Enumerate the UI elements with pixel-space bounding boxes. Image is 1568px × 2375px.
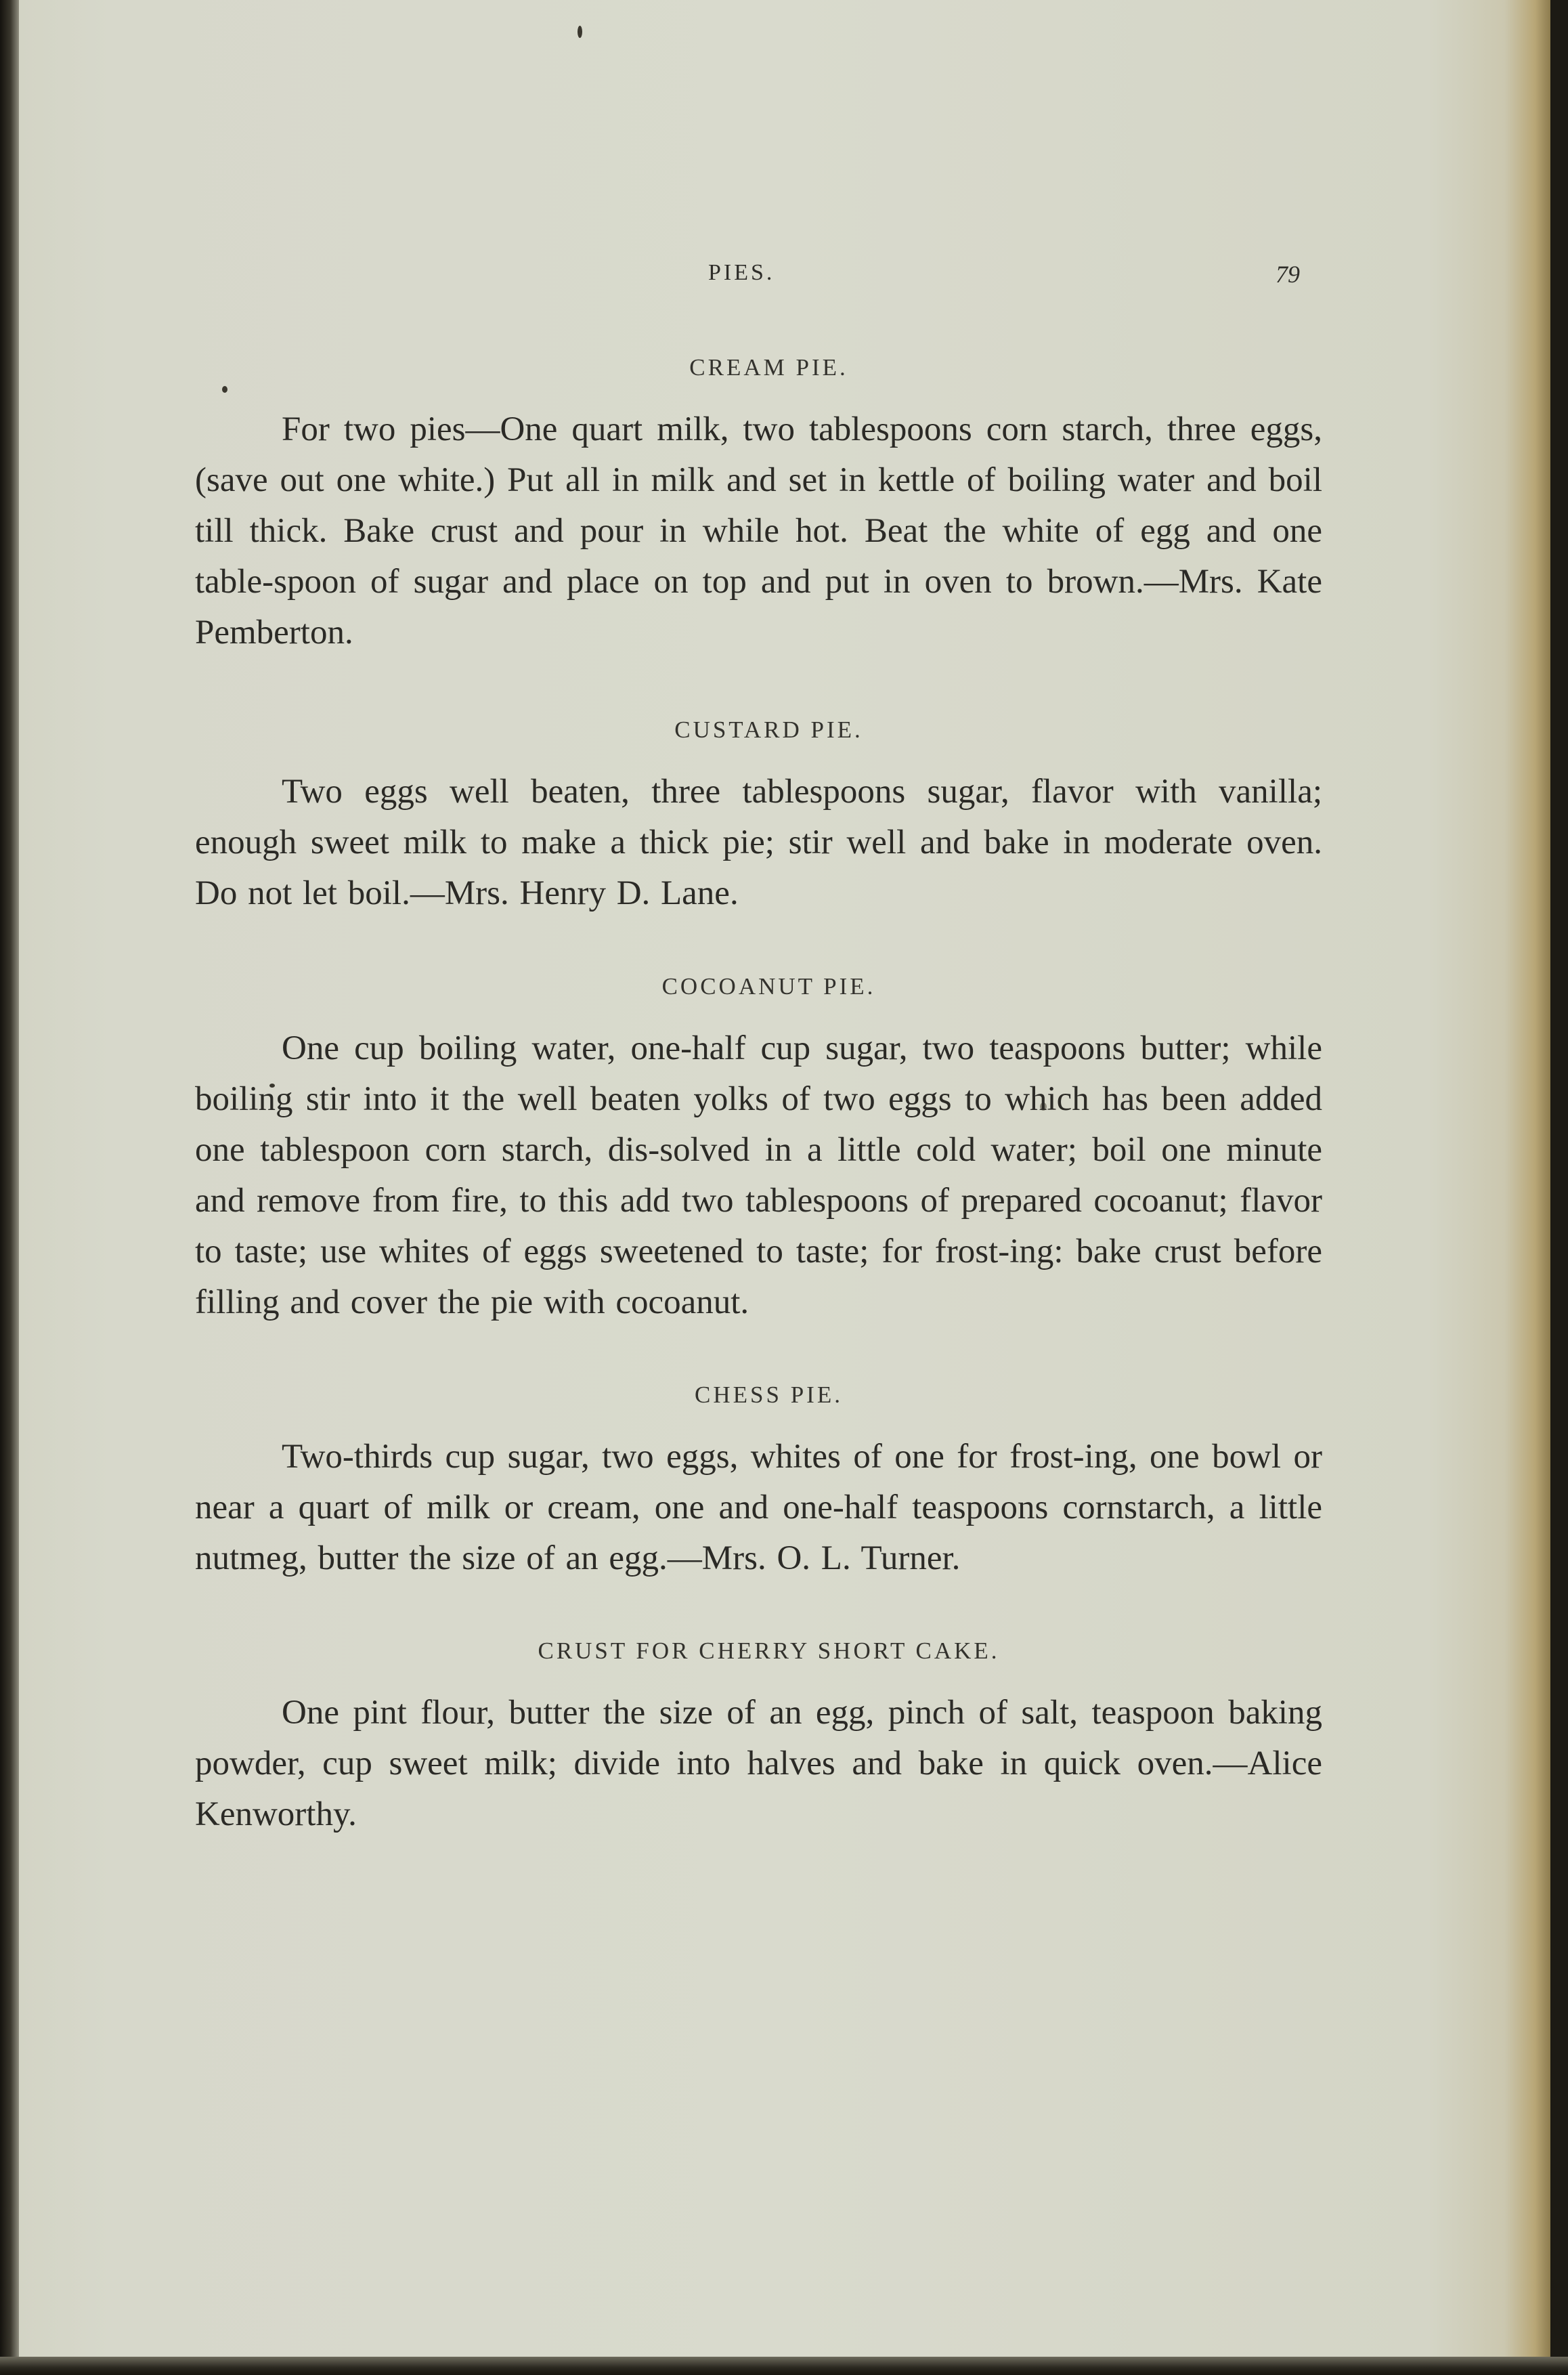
book-gutter	[0, 0, 19, 2375]
recipe-body: Two-thirds cup sugar, two eggs, whites of one for frost-ing, one bowl or near a quart of milk or cream, one and one-half teaspoons cornstarch, a little nutmeg, butter the size of an egg.—Mrs. O. L. Turner.	[195, 1438, 1322, 1577]
recipe-cocoanut-pie	[195, 968, 1322, 1328]
recipe-chess-pie	[195, 1376, 1322, 1584]
book-bottom-edge	[0, 2357, 1568, 2375]
book-page	[19, 0, 1550, 2357]
recipe-crust-cherry-short-cake	[195, 1632, 1322, 1840]
recipe-title: CRUST FOR CHERRY SHORT CAKE.	[538, 1638, 1000, 1664]
recipe-title: CREAM PIE.	[689, 354, 848, 381]
recipe-body: One pint flour, butter the size of an egg, pinch of salt, teaspoon baking powder, cup sweet milk; divide into halves and bake in quick oven.—Alice Kenworthy.	[195, 1694, 1322, 1833]
recipe-body: For two pies—One quart milk, two tablespoons corn starch, three eggs, (save out one white.) Put all in milk and set in kettle of boiling water and boil till thick. Bake crust and pour in while hot. Beat the white of egg and one table-spoon of sugar and place on top and put in oven to brown.—Mrs. Kate Pemberton.	[195, 410, 1322, 651]
recipe-body: One cup boiling water, one-half cup sugar, two teaspoons butter; while boiling stir into it the well beaten yolks of two eggs to which has been added one tablespoon corn starch, dis-solved in a little cold water; boil one minute and remove from fire, to this add two tablespoons of prepared cocoanut; flavor to taste; use whites of eggs sweetened to taste; for frost-ing: bake crust before filling and cover the pie with cocoanut.	[195, 1029, 1322, 1321]
running-head	[19, 260, 1550, 294]
recipe-body: Two eggs well beaten, three tablespoons sugar, flavor with vanilla; enough sweet milk to make a thick pie; stir well and bake in moderate oven. Do not let boil.—Mrs. Henry D. Lane.	[195, 773, 1322, 912]
recipe-title: CHESS PIE.	[695, 1382, 843, 1408]
running-title: PIES.	[708, 260, 775, 285]
page-number: 79	[1276, 261, 1300, 288]
recipe-title: CUSTARD PIE.	[674, 716, 863, 743]
recipe-custard-pie	[195, 711, 1322, 919]
recipe-title: COCOANUT PIE.	[661, 973, 876, 1000]
recipe-list	[195, 349, 1322, 1840]
recipe-cream-pie	[195, 349, 1322, 658]
